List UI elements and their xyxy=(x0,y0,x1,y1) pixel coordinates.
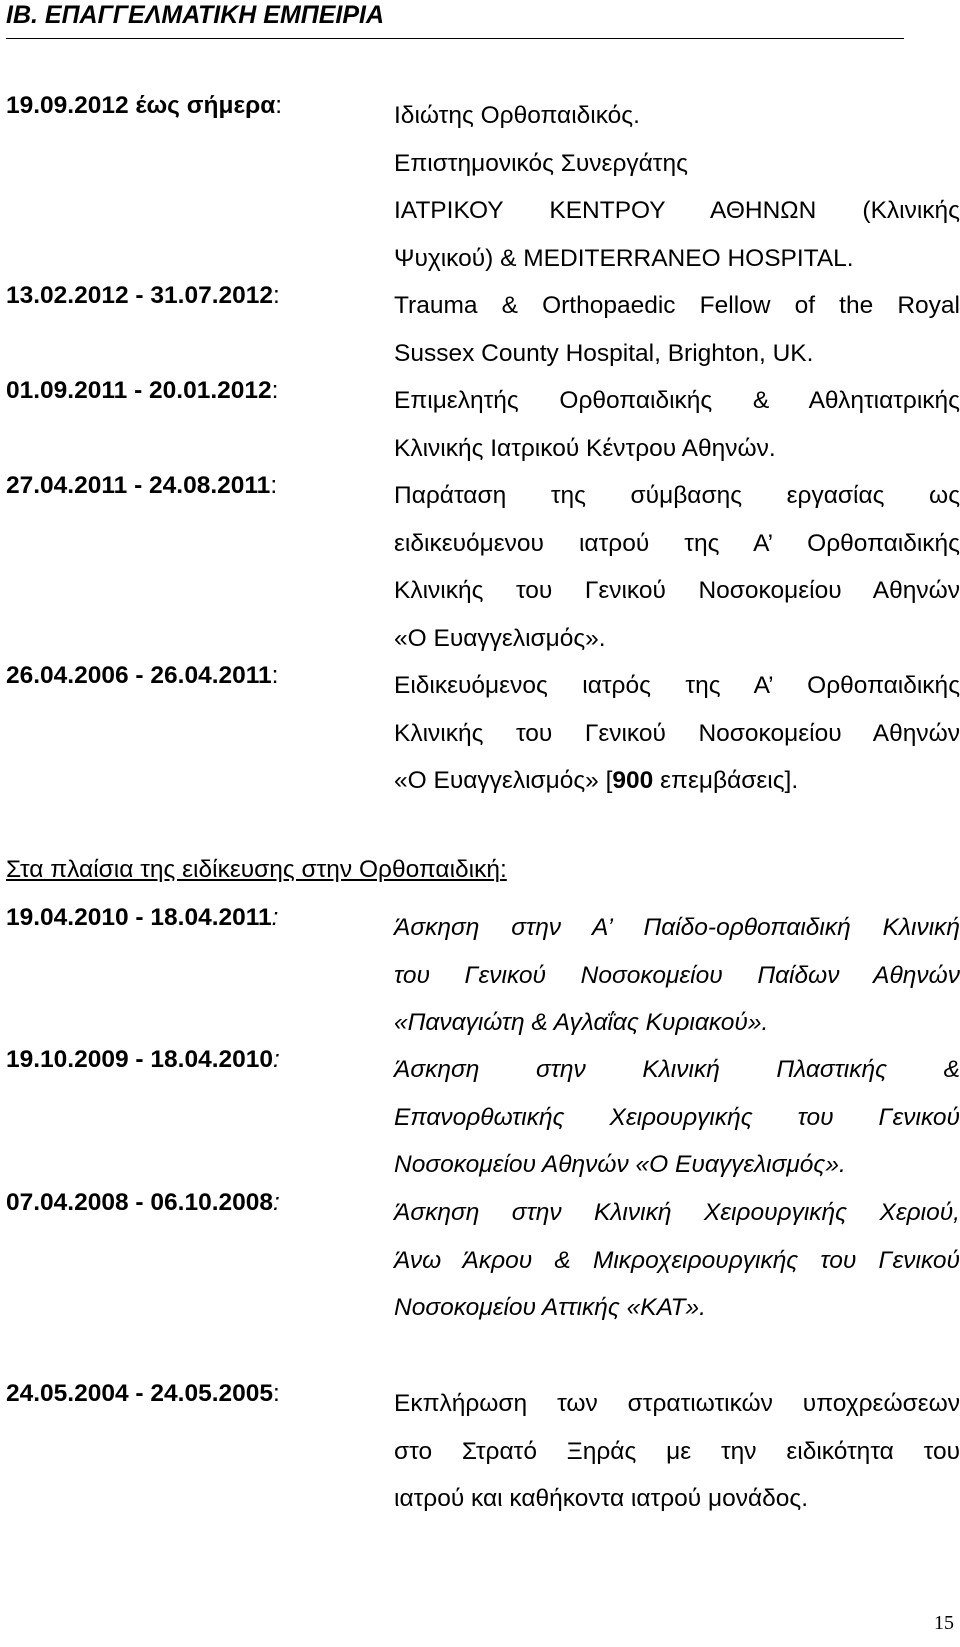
entry-date: 19.09.2012 έως σήμερα: xyxy=(6,92,283,119)
entry-date: 13.02.2012 - 31.07.2012: xyxy=(6,282,280,309)
subsection-heading: Στα πλαίσια της ειδίκευσης στην Ορθοπαιδική: xyxy=(6,856,507,883)
entry-date: 19.10.2009 - 18.04.2010: xyxy=(6,1046,280,1073)
page-number: 15 xyxy=(934,1612,954,1634)
section-title: ΙΒ. ΕΠΑΓΓΕΛΜΑΤΙΚΗ ΕΜΠΕΙΡΙΑ xyxy=(6,0,904,39)
entry-description: Εκπλήρωση των στρατιωτικών υποχρεώσεων στο Στρατό Ξηράς με την ειδικότητα του ιατρού και καθήκοντα ιατρού μονάδος. xyxy=(394,1390,960,1512)
entry-description: Άσκηση στην Κλινική Χειρουργικής Χεριού, Άνω Άκρου & Μικροχειρουργικής του Γενικού Νοσοκομείου Αττικής «ΚΑΤ». xyxy=(394,1199,960,1321)
entry-date: 19.04.2010 - 18.04.2011: xyxy=(6,904,279,931)
entry-description: Άσκηση στην Κλινική Πλαστικής & Επανορθωτικής Χειρουργικής του Γενικού Νοσοκομείου Αθηνών «Ο Ευαγγελισμός». xyxy=(394,1056,960,1178)
entry-description: Παράταση της σύμβασης εργασίας ως ειδικευόμενου ιατρού της Α’ Ορθοπαιδικής Κλινικής του Γενικού Νοσοκομείου Αθηνών «Ο Ευαγγελισμός». xyxy=(394,482,960,652)
entry-date: 26.04.2006 - 26.04.2011: xyxy=(6,662,279,689)
entry-description: Ιδιώτης Ορθοπαιδικός. Επιστημονικός Συνεργάτης ΙΑΤΡΙΚΟΥ ΚΕΝΤΡΟΥ ΑΘΗΝΩΝ (Κλινικής Ψυχικού) & MEDITERRANEO HOSPITAL. xyxy=(394,102,960,272)
entry-date: 27.04.2011 - 24.08.2011: xyxy=(6,472,278,499)
entry-description: Ειδικευόμενος ιατρός της Α’ Ορθοπαιδικής Κλινικής του Γενικού Νοσοκομείου Αθηνών «Ο Ευαγγελισμός» [900 επεμβάσεις]. xyxy=(394,672,960,794)
entry-date: 01.09.2011 - 20.01.2012: xyxy=(6,377,279,404)
entry-description: Επιμελητής Ορθοπαιδικής & Αθλητιατρικής Κλινικής Ιατρικού Κέντρου Αθηνών. xyxy=(394,387,960,462)
entry-description: Άσκηση στην Α’ Παίδο-ορθοπαιδική Κλινική του Γενικού Νοσοκομείου Παίδων Αθηνών «Παναγιώτη & Αγλαΐας Κυριακού». xyxy=(394,914,960,1036)
entry-date: 07.04.2008 - 06.10.2008: xyxy=(6,1189,280,1216)
entry-date: 24.05.2004 - 24.05.2005: xyxy=(6,1380,280,1407)
entry-description: Trauma & Orthopaedic Fellow of the Royal Sussex County Hospital, Brighton, UK. xyxy=(394,292,960,367)
